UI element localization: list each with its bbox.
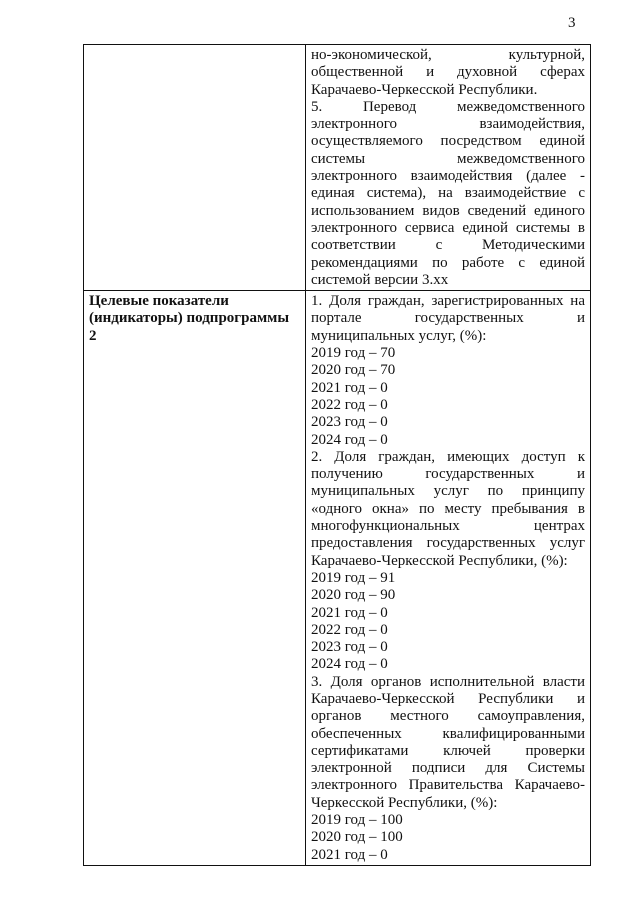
indicator-value: 2021 год – 0 — [311, 846, 388, 863]
indicator-value: 2021 год – 0 — [311, 379, 388, 396]
indicator-title: 1. Доля граждан, зарегистрированных на портале государственных и муниципальных услуг, (%): — [311, 293, 585, 344]
table-row — [84, 291, 591, 866]
indicator-value: 2022 год – 0 — [311, 621, 388, 638]
row-label-cell — [84, 45, 306, 291]
program-table — [83, 44, 591, 866]
content-paragraph: 5. Перевод межведомственного электронного взаимодействия, осуществляемого посредством единой системы межведомственного электронного взаимодействия (далее - единая система), на взаимодействие с использованием видов сведений единого электронного сервиса единой системы в соответствии с Методическими рекомендациями по работе с единой системой версии 3.хх — [311, 98, 585, 288]
indicator-value: 2022 год – 0 — [311, 396, 388, 413]
indicator-value: 2023 год – 0 — [311, 414, 388, 431]
indicator-value: 2024 год – 0 — [311, 431, 388, 448]
table-row — [84, 45, 591, 291]
indicator-value: 2020 год – 100 — [311, 829, 403, 846]
indicator-value: 2021 год – 0 — [311, 604, 388, 621]
row-content-cell — [306, 291, 591, 866]
row-content-cell — [306, 45, 591, 291]
indicator-value: 2020 год – 90 — [311, 587, 396, 604]
indicator-value: 2019 год – 91 — [311, 569, 396, 586]
indicator-title: 2. Доля граждан, имеющих доступ к получению государственных и муниципальных услуг по принципу «одного окна» по месту пребывания в многофункциональных центрах предоставления государственных услуг Карачаево-Черкесской Республики, (%): — [311, 448, 585, 569]
indicator-value: 2024 год – 0 — [311, 656, 388, 673]
content-paragraph: но-экономической, культурной, общественной и духовной сферах Карачаево-Черкесской Республики. — [311, 47, 585, 98]
indicator-value: 2023 год – 0 — [311, 639, 388, 656]
indicator-value: 2020 год – 70 — [311, 362, 396, 379]
indicator-value: 2019 год – 70 — [311, 345, 396, 362]
row-label: Целевые показатели (индикаторы) подпрограммы 2 — [89, 293, 290, 344]
page-number: 3 — [568, 15, 576, 31]
indicator-value: 2019 год – 100 — [311, 812, 403, 829]
indicator-title: 3. Доля органов исполнительной власти Карачаево-Черкесской Республики и органов местного самоуправления, обеспеченных квалифицированными сертификатами ключей проверки электронной подписи для Системы электронного Правительства Карачаево-Черкесской Республики, (%): — [311, 673, 585, 811]
row-label-cell — [84, 291, 306, 866]
